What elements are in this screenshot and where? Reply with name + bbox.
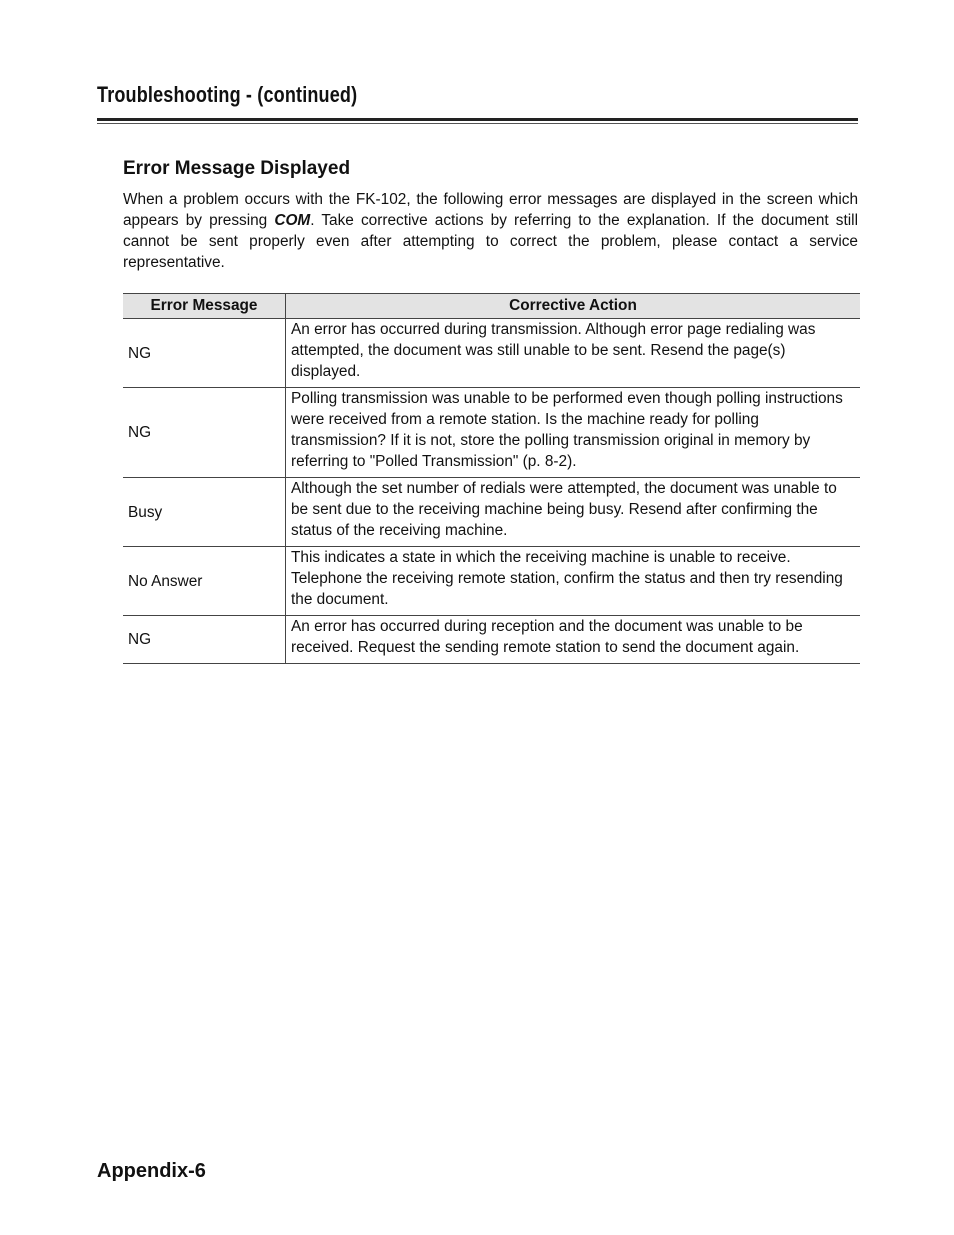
section-heading: Error Message Displayed [123, 158, 351, 179]
table-header-row [123, 294, 860, 319]
error-message-cell: NG [123, 319, 286, 388]
table-row [123, 616, 860, 664]
corrective-action-cell: Although the set number of redials were attempted, the document was unable to be sent due to the receiving machine being busy. Resend after confirming the status of the receiving machine. [286, 478, 861, 547]
table-row [123, 547, 860, 616]
page-number-label: Appendix-6 [97, 1160, 206, 1182]
intro-text-start: When a problem occurs with the FK-102, the following error messages are displayed in the screen which appears by pressing [123, 191, 858, 229]
corrective-action-cell: Polling transmission was unable to be performed even though polling instructions were received from a remote station. Is the machine ready for polling transmission? If it is not, store the polling transmission original in memory by referring to "Polled Transmission" (p. 8-2). [286, 388, 861, 478]
column-header-corrective-action: Corrective Action [286, 294, 861, 319]
page-header-title: Troubleshooting - (continued) [97, 82, 358, 107]
intro-paragraph [123, 189, 858, 273]
com-key-label: COM [274, 212, 311, 229]
error-message-table [123, 293, 860, 664]
intro-text-end: . Take corrective actions by referring to the explanation. If the document still cannot be sent properly even after attempting to correct the problem, please contact a service representative. [123, 212, 858, 271]
header-rule-thin [97, 123, 858, 124]
corrective-action-cell: This indicates a state in which the receiving machine is unable to receive. Telephone the receiving remote station, confirm the status and then try resending the document. [286, 547, 861, 616]
error-message-cell: NG [123, 388, 286, 478]
table-row [123, 319, 860, 388]
corrective-action-cell: An error has occurred during reception and the document was unable to be received. Request the sending remote station to send the document again. [286, 616, 861, 664]
corrective-action-cell: An error has occurred during transmission. Although error page redialing was attempted, the document was still unable to be sent. Resend the page(s) displayed. [286, 319, 861, 388]
header-rule-thick [97, 118, 858, 121]
error-message-cell: Busy [123, 478, 286, 547]
table-row [123, 478, 860, 547]
column-header-error-message: Error Message [123, 294, 286, 319]
table-row [123, 388, 860, 478]
error-message-cell: NG [123, 616, 286, 664]
error-message-cell: No Answer [123, 547, 286, 616]
